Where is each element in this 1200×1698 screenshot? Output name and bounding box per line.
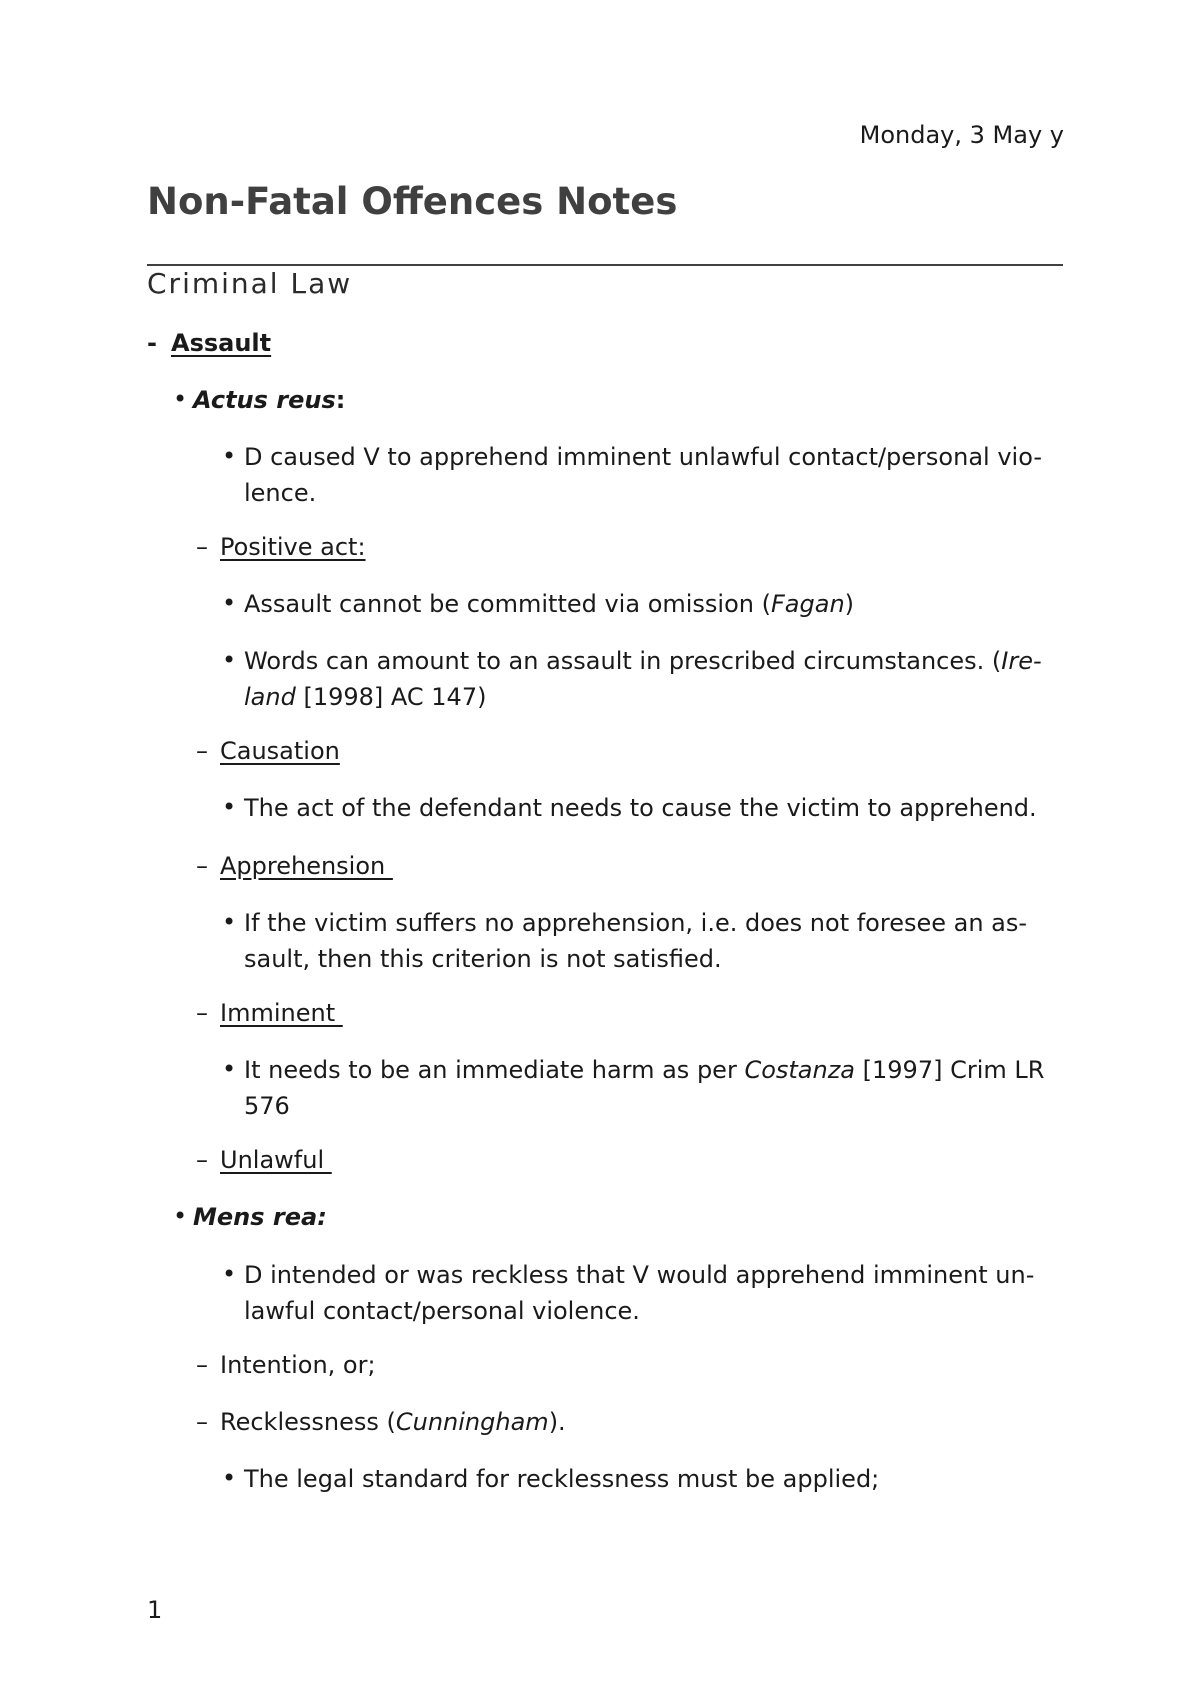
bullet-icon: • — [173, 1202, 188, 1230]
bullet-icon: • — [222, 1055, 237, 1083]
list-item-assault — [147, 325, 272, 361]
positive-act-heading: Positive act: — [220, 533, 366, 561]
bullet-icon: • — [222, 1260, 237, 1288]
intention-text: Intention, or; — [220, 1351, 376, 1379]
words-line1: Words can amount to an assault in prescribed circumstances. (Ire- — [244, 647, 1042, 675]
recklessness-text: Recklessness (Cunningham). — [220, 1408, 566, 1436]
causation-text: The act of the defendant needs to cause the victim to apprehend. — [244, 794, 1037, 822]
bullet-icon: • — [173, 385, 188, 413]
mens-definition-line2: lawful contact/personal violence. — [244, 1297, 640, 1325]
document-date: Monday, 3 May y — [859, 121, 1064, 149]
document-subtitle: Criminal Law — [147, 267, 353, 300]
bullet-icon: • — [222, 793, 237, 821]
imminent-heading: Imminent — [220, 999, 343, 1027]
dash-marker: - — [147, 329, 157, 357]
actus-definition-line2: lence. — [244, 479, 317, 507]
bullet-icon: • — [222, 442, 237, 470]
unlawful-heading: Unlawful — [220, 1146, 332, 1174]
page-number: 1 — [147, 1596, 163, 1624]
actus-reus-heading: Actus reus: — [193, 386, 346, 414]
words-line2: land [1998] AC 147) — [244, 683, 487, 711]
document-title: Non-Fatal Offences Notes — [147, 180, 678, 223]
actus-definition-line1: D caused V to apprehend imminent unlawful contact/personal vio- — [244, 443, 1042, 471]
apprehension-line1: If the victim suffers no apprehension, i.e. does not foresee an as- — [244, 909, 1028, 937]
omission-text: Assault cannot be committed via omission (Fagan) — [244, 590, 855, 618]
apprehension-heading: Apprehension — [220, 852, 393, 880]
legal-standard-text: The legal standard for recklessness must be applied; — [244, 1465, 880, 1493]
bullet-icon: • — [222, 1464, 237, 1492]
bullet-icon: • — [222, 646, 237, 674]
causation-heading: Causation — [220, 737, 340, 765]
imminent-line1: It needs to be an immediate harm as per Costanza [1997] Crim LR — [244, 1056, 1045, 1084]
imminent-line2: 576 — [244, 1092, 290, 1120]
bullet-icon: • — [222, 908, 237, 936]
bullet-icon: • — [222, 589, 237, 617]
mens-definition-line1: D intended or was reckless that V would apprehend imminent un- — [244, 1261, 1035, 1289]
mens-rea-heading: Mens rea: — [193, 1203, 327, 1231]
assault-heading: Assault — [171, 329, 272, 357]
apprehension-line2: sault, then this criterion is not satisfied. — [244, 945, 722, 973]
